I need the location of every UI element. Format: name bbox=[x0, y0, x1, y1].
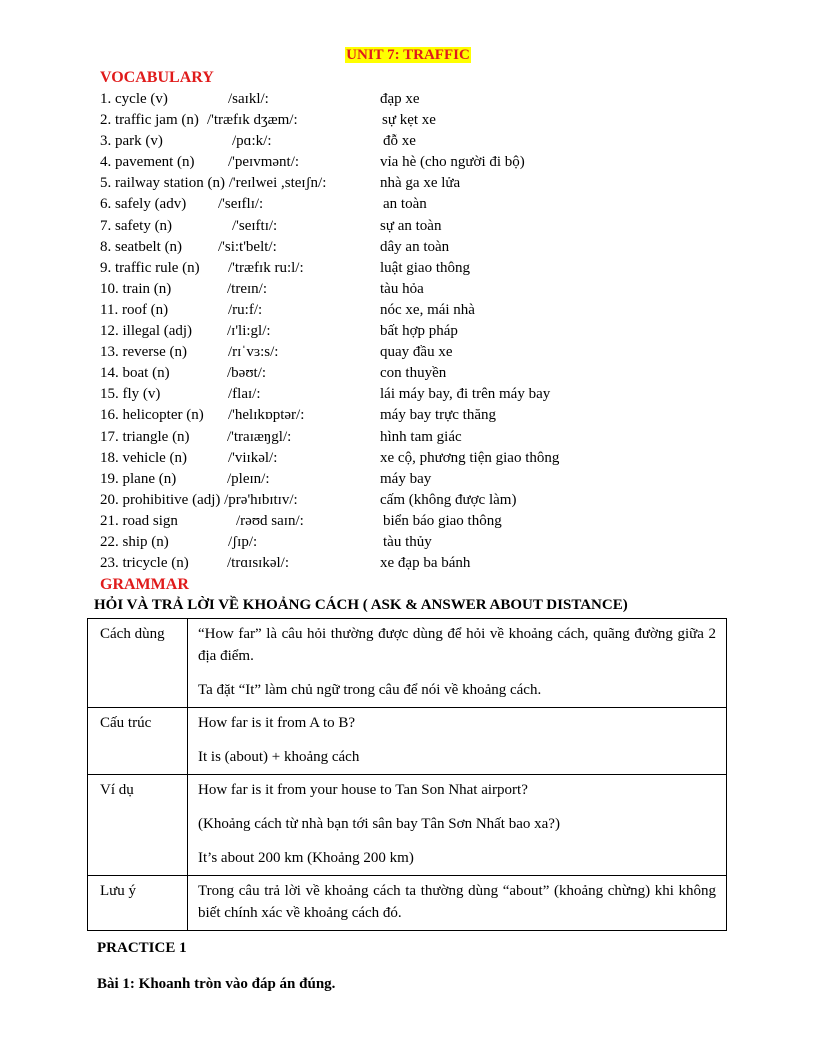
vocab-row bbox=[100, 300, 740, 321]
vocab-row bbox=[100, 279, 740, 300]
grammar-title: HỎI VÀ TRẢ LỜI VỀ KHOẢNG CÁCH ( ASK & ANSWER ABOUT DISTANCE) bbox=[94, 597, 628, 613]
vocab-word: 22. ship (n) bbox=[100, 533, 169, 550]
vocab-meaning: máy bay trực thăng bbox=[380, 407, 497, 424]
grammar-line: It is (about) + khoảng cách bbox=[198, 749, 360, 765]
grammar-row bbox=[88, 619, 727, 708]
vocab-meaning: quay đầu xe bbox=[380, 344, 453, 361]
vocab-word: 11. roof (n) bbox=[100, 301, 169, 318]
vocab-meaning: an toàn bbox=[383, 196, 427, 213]
vocab-phonetic: /rɪˈvɜ:s/: bbox=[228, 344, 279, 361]
vocab-phonetic: /rəʊd saɪn/: bbox=[236, 512, 304, 529]
vocab-meaning: lái máy bay, đi trên máy bay bbox=[380, 386, 551, 403]
grammar-label: Lưu ý bbox=[88, 876, 188, 931]
vocab-word: 16. helicopter (n) bbox=[100, 407, 204, 424]
grammar-line: Ta đặt “It” làm chủ ngữ trong câu để nói về khoảng cách. bbox=[198, 682, 542, 698]
vocab-phonetic: /ʃɪp/: bbox=[228, 533, 258, 550]
vocab-meaning: con thuyền bbox=[380, 365, 447, 382]
vocab-meaning: tàu thủy bbox=[383, 533, 432, 550]
grammar-content bbox=[188, 775, 727, 876]
vocab-meaning: xe đạp ba bánh bbox=[380, 555, 471, 572]
vocab-meaning: bất hợp pháp bbox=[380, 323, 458, 340]
vocab-word: 14. boat (n) bbox=[100, 365, 170, 382]
grammar-row bbox=[88, 775, 727, 876]
vocab-phonetic: /'seɪflɪ/: bbox=[218, 196, 264, 213]
vocab-row bbox=[100, 173, 740, 194]
vocab-meaning: sự an toàn bbox=[380, 217, 442, 234]
vocab-row bbox=[100, 405, 740, 426]
vocab-phonetic: /'traɪæŋgl/: bbox=[227, 428, 292, 445]
vocab-word: 1. cycle (v) bbox=[100, 91, 168, 107]
vocab-phonetic: /prə'hɪbɪtɪv/: bbox=[224, 491, 298, 508]
vocab-phonetic: /bəʊt/: bbox=[227, 365, 267, 382]
grammar-line: (Khoảng cách từ nhà bạn tới sân bay Tân Sơn Nhất bao xa?) bbox=[198, 816, 560, 832]
vocab-row bbox=[100, 427, 740, 448]
vocab-phonetic: /'viɪkəl/: bbox=[228, 449, 278, 466]
vocab-phonetic: /'træfɪk dʒæm/: bbox=[207, 112, 298, 129]
vocab-row bbox=[100, 511, 740, 532]
vocab-phonetic: /'reɪlwei ,steɪʃn/: bbox=[228, 175, 327, 192]
vocab-meaning: nhà ga xe lửa bbox=[380, 175, 461, 192]
vocab-phonetic: /ru:f/: bbox=[228, 301, 263, 318]
vocab-word: 21. road sign bbox=[100, 512, 178, 529]
vocab-word: 8. seatbelt (n) bbox=[100, 238, 183, 255]
grammar-row bbox=[88, 708, 727, 775]
vocab-row bbox=[100, 237, 740, 258]
vocab-meaning: đỗ xe bbox=[383, 133, 416, 150]
vocab-meaning: cấm (không được làm) bbox=[380, 491, 517, 508]
grammar-label: Cách dùng bbox=[88, 619, 188, 708]
vocab-word: 18. vehicle (n) bbox=[100, 449, 188, 466]
grammar-row bbox=[88, 876, 727, 931]
vocab-meaning: dây an toàn bbox=[380, 238, 450, 255]
vocab-row bbox=[100, 448, 740, 469]
vocab-word: 3. park (v) bbox=[100, 133, 163, 150]
vocab-meaning: tàu hỏa bbox=[380, 280, 424, 297]
grammar-content bbox=[188, 708, 727, 775]
vocab-word: 19. plane (n) bbox=[100, 470, 177, 487]
vocab-row bbox=[100, 321, 740, 342]
vocab-row bbox=[100, 89, 740, 110]
vocab-phonetic: /pleɪn/: bbox=[227, 470, 270, 487]
vocab-phonetic: /'seɪftɪ/: bbox=[232, 217, 278, 234]
vocab-word: 9. traffic rule (n) bbox=[100, 259, 200, 276]
vocab-meaning: nóc xe, mái nhà bbox=[380, 301, 475, 318]
grammar-content bbox=[188, 619, 727, 708]
vocab-word: 15. fly (v) bbox=[100, 386, 161, 403]
vocab-phonetic: /ɪ'li:gl/: bbox=[227, 323, 271, 340]
vocab-word: 6. safely (adv) bbox=[100, 196, 187, 213]
vocab-row bbox=[100, 342, 740, 363]
vocab-meaning: xe cộ, phương tiện giao thông bbox=[380, 449, 560, 466]
vocab-row bbox=[100, 258, 740, 279]
vocab-meaning: máy bay bbox=[380, 470, 432, 487]
exercise-title: Bài 1: Khoanh tròn vào đáp án đúng. bbox=[97, 976, 336, 992]
vocab-word: 10. train (n) bbox=[100, 280, 172, 297]
vocab-row bbox=[100, 469, 740, 490]
unit-title-text: UNIT 7: TRAFFIC bbox=[346, 47, 470, 63]
vocab-word: 7. safety (n) bbox=[100, 217, 173, 234]
grammar-content bbox=[188, 876, 727, 931]
vocab-phonetic: /'helɪkɒptər/: bbox=[228, 407, 305, 424]
vocab-row bbox=[100, 110, 740, 131]
vocab-word: 17. triangle (n) bbox=[100, 428, 190, 445]
practice-heading: PRACTICE 1 bbox=[97, 940, 187, 956]
grammar-heading: GRAMMAR bbox=[100, 576, 189, 593]
vocabulary-heading: VOCABULARY bbox=[100, 69, 214, 86]
vocab-phonetic: /flaɪ/: bbox=[228, 386, 261, 403]
grammar-label: Cấu trúc bbox=[88, 708, 188, 775]
grammar-line: How far is it from A to B? bbox=[198, 715, 356, 731]
vocab-word: 12. illegal (adj) bbox=[100, 323, 193, 340]
vocab-row bbox=[100, 152, 740, 173]
vocab-row bbox=[100, 131, 740, 152]
vocab-phonetic: /'træfɪk ru:l/: bbox=[228, 259, 304, 276]
vocab-meaning: sự kẹt xe bbox=[382, 112, 436, 129]
grammar-table bbox=[87, 618, 727, 931]
vocab-word: 4. pavement (n) bbox=[100, 154, 195, 171]
grammar-line: Trong câu trả lời về khoảng cách ta thường dùng “about” (khoảng chừng) khi không biết chính xác về khoảng cách đó. bbox=[198, 883, 716, 921]
vocab-phonetic: /trɑɪsɪkəl/: bbox=[227, 555, 290, 572]
vocab-word: 20. prohibitive (adj) bbox=[100, 491, 221, 508]
vocab-phonetic: /treɪn/: bbox=[227, 280, 267, 297]
vocab-meaning: biển báo giao thông bbox=[383, 512, 502, 529]
vocab-phonetic: /'peɪvmənt/: bbox=[228, 154, 300, 171]
vocab-row bbox=[100, 384, 740, 405]
unit-title bbox=[0, 47, 816, 64]
vocab-word: 23. tricycle (n) bbox=[100, 555, 189, 572]
vocab-word: 5. railway station (n) bbox=[100, 175, 225, 192]
grammar-line: “How far” là câu hỏi thường được dùng để hỏi về khoảng cách, quãng đường giữa 2 địa điểm. bbox=[198, 626, 716, 664]
vocab-row bbox=[100, 532, 740, 553]
vocab-word: 13. reverse (n) bbox=[100, 344, 188, 361]
vocab-row bbox=[100, 363, 740, 384]
vocab-phonetic: /'si:t'belt/: bbox=[218, 238, 277, 255]
vocab-row bbox=[100, 216, 740, 237]
vocab-meaning: vỉa hè (cho người đi bộ) bbox=[380, 154, 525, 171]
vocabulary-list bbox=[100, 89, 740, 574]
grammar-line: How far is it from your house to Tan Son Nhat airport? bbox=[198, 782, 528, 798]
vocab-word: 2. traffic jam (n) bbox=[100, 112, 199, 129]
vocab-meaning: đạp xe bbox=[380, 91, 420, 107]
vocab-phonetic: /saɪkl/: bbox=[228, 91, 269, 107]
vocab-row bbox=[100, 194, 740, 215]
vocab-row bbox=[100, 553, 740, 574]
grammar-label: Ví dụ bbox=[88, 775, 188, 876]
vocab-meaning: hình tam giác bbox=[380, 428, 462, 445]
vocab-meaning: luật giao thông bbox=[380, 259, 470, 276]
grammar-line: It’s about 200 km (Khoảng 200 km) bbox=[198, 850, 414, 866]
vocab-phonetic: /pɑ:k/: bbox=[232, 133, 272, 150]
vocab-row bbox=[100, 490, 740, 511]
